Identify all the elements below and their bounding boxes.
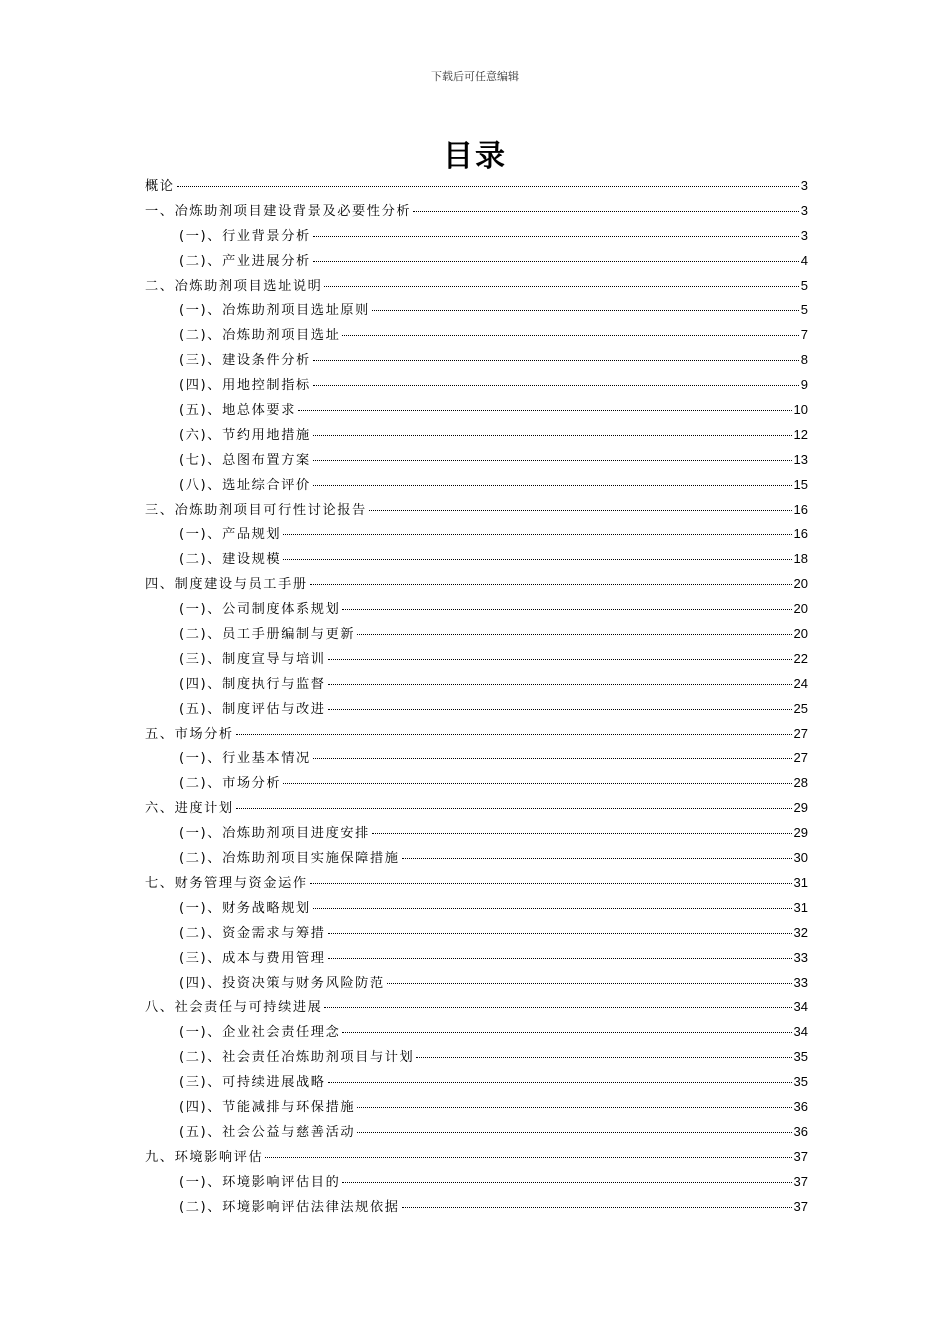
- table-of-contents: [145, 174, 808, 1219]
- toc-entry[interactable]: [145, 473, 808, 498]
- dot-leader: [324, 1006, 791, 1008]
- toc-entry-label: (四)、制度执行与监督: [179, 676, 326, 692]
- toc-entry[interactable]: [145, 224, 808, 249]
- toc-page-number: 12: [793, 426, 808, 442]
- toc-entry-label: (一)、企业社会责任理念: [179, 1025, 341, 1041]
- dot-leader: [236, 807, 792, 809]
- toc-entry-label: 八、社会责任与可持续进展: [145, 1000, 323, 1016]
- toc-page-number: 3: [800, 227, 808, 243]
- dot-leader: [283, 558, 791, 560]
- toc-entry-label: 九、环境影响评估: [145, 1149, 264, 1165]
- toc-page-number: 33: [793, 974, 808, 990]
- toc-entry[interactable]: [145, 1045, 808, 1070]
- toc-entry-label: (一)、行业基本情况: [179, 751, 311, 767]
- toc-page-number: 36: [793, 1098, 808, 1114]
- toc-entry-label: (一)、环境影响评估目的: [179, 1174, 341, 1190]
- toc-entry-label: (二)、社会责任冶炼助剂项目与计划: [179, 1050, 415, 1066]
- toc-entry[interactable]: [145, 423, 808, 448]
- dot-leader: [342, 608, 791, 610]
- toc-entry-label: (六)、节约用地措施: [179, 427, 311, 443]
- toc-entry[interactable]: [145, 1120, 808, 1145]
- dot-leader: [298, 409, 792, 411]
- toc-page-number: 13: [793, 451, 808, 467]
- toc-entry[interactable]: [145, 672, 808, 697]
- toc-page-number: 22: [793, 650, 808, 666]
- toc-entry[interactable]: [145, 722, 808, 747]
- dot-leader: [283, 782, 791, 784]
- toc-entry[interactable]: [145, 522, 808, 547]
- toc-page-number: 32: [793, 924, 808, 940]
- toc-entry[interactable]: [145, 1145, 808, 1170]
- dot-leader: [369, 509, 792, 511]
- dot-leader: [342, 1031, 791, 1033]
- toc-entry-label: (五)、地总体要求: [179, 403, 297, 419]
- toc-entry-label: 六、进度计划: [145, 801, 234, 817]
- dot-leader: [313, 384, 799, 386]
- toc-page-number: 31: [793, 874, 808, 890]
- toc-page-number: 29: [793, 825, 808, 841]
- toc-entry[interactable]: [145, 746, 808, 771]
- toc-entry[interactable]: [145, 348, 808, 373]
- toc-entry-label: (四)、投资决策与财务风险防范: [179, 975, 385, 991]
- toc-entry-label: (二)、环境影响评估法律法规依据: [179, 1199, 400, 1215]
- dot-leader: [416, 1056, 791, 1058]
- toc-page-number: 3: [800, 202, 808, 218]
- toc-entry[interactable]: [145, 1195, 808, 1220]
- dot-leader: [413, 210, 799, 212]
- toc-page-number: 31: [793, 899, 808, 915]
- toc-entry-label: (二)、产业进展分析: [179, 253, 311, 269]
- toc-entry[interactable]: [145, 995, 808, 1020]
- toc-page-number: 4: [800, 252, 808, 268]
- dot-leader: [177, 185, 799, 187]
- toc-page-number: 20: [793, 601, 808, 617]
- dot-leader: [402, 1206, 792, 1208]
- toc-entry[interactable]: [145, 971, 808, 996]
- toc-entry[interactable]: [145, 498, 808, 523]
- toc-entry-label: (二)、冶炼助剂项目实施保障措施: [179, 851, 400, 867]
- toc-entry[interactable]: [145, 398, 808, 423]
- toc-entry-label: (二)、冶炼助剂项目选址: [179, 328, 341, 344]
- toc-entry[interactable]: [145, 1095, 808, 1120]
- toc-page-number: 5: [800, 302, 808, 318]
- toc-entry[interactable]: [145, 921, 808, 946]
- toc-entry[interactable]: [145, 1170, 808, 1195]
- toc-page-number: 27: [793, 750, 808, 766]
- toc-page-number: 7: [800, 327, 808, 343]
- toc-page-number: 18: [793, 551, 808, 567]
- toc-page-number: 16: [793, 501, 808, 517]
- dot-leader: [313, 757, 792, 759]
- toc-entry-label: (二)、员工手册编制与更新: [179, 627, 356, 643]
- dot-leader: [313, 484, 792, 486]
- toc-page-number: 27: [793, 725, 808, 741]
- toc-entry[interactable]: [145, 274, 808, 299]
- dot-leader: [328, 932, 792, 934]
- dot-leader: [313, 359, 799, 361]
- toc-entry-label: (八)、选址综合评价: [179, 477, 311, 493]
- toc-entry[interactable]: [145, 572, 808, 597]
- toc-page-number: 37: [793, 1173, 808, 1189]
- dot-leader: [310, 882, 792, 884]
- toc-page-number: 25: [793, 700, 808, 716]
- dot-leader: [372, 832, 792, 834]
- dot-leader: [313, 907, 792, 909]
- toc-entry-label: 二、冶炼助剂项目选址说明: [145, 278, 323, 294]
- toc-entry[interactable]: [145, 846, 808, 871]
- toc-page-number: 36: [793, 1123, 808, 1139]
- dot-leader: [328, 658, 792, 660]
- toc-entry-label: (三)、成本与费用管理: [179, 950, 326, 966]
- dot-leader: [313, 235, 799, 237]
- dot-leader: [313, 459, 792, 461]
- dot-leader: [357, 633, 791, 635]
- toc-entry[interactable]: [145, 871, 808, 896]
- toc-entry-label: 五、市场分析: [145, 726, 234, 742]
- dot-leader: [283, 533, 791, 535]
- toc-page-number: 5: [800, 277, 808, 293]
- toc-page-number: 30: [793, 850, 808, 866]
- toc-entry[interactable]: [145, 1070, 808, 1095]
- toc-page-number: 29: [793, 800, 808, 816]
- toc-entry-label: (五)、制度评估与改进: [179, 701, 326, 717]
- toc-entry[interactable]: [145, 771, 808, 796]
- dot-leader: [328, 683, 792, 685]
- toc-entry-label: 四、制度建设与员工手册: [145, 577, 308, 593]
- toc-page-number: 3: [800, 178, 808, 193]
- toc-entry[interactable]: [145, 323, 808, 348]
- dot-leader: [357, 1106, 791, 1108]
- toc-page-number: 34: [793, 999, 808, 1015]
- toc-entry[interactable]: [145, 448, 808, 473]
- toc-entry-label: (一)、财务战略规划: [179, 900, 311, 916]
- toc-page-number: 33: [793, 949, 808, 965]
- toc-entry-label: (四)、用地控制指标: [179, 378, 311, 394]
- toc-entry-label: (一)、冶炼助剂项目选址原则: [179, 303, 370, 319]
- dot-leader: [342, 334, 798, 336]
- toc-page-number: 35: [793, 1049, 808, 1065]
- toc-entry[interactable]: [145, 622, 808, 647]
- toc-page-number: 37: [793, 1148, 808, 1164]
- toc-page-number: 24: [793, 675, 808, 691]
- dot-leader: [310, 583, 792, 585]
- toc-page-number: 20: [793, 576, 808, 592]
- toc-entry[interactable]: [145, 896, 808, 921]
- dot-leader: [402, 857, 792, 859]
- toc-entry-label: 一、冶炼助剂项目建设背景及必要性分析: [145, 203, 412, 219]
- toc-entry-label: (四)、节能减排与环保措施: [179, 1099, 356, 1115]
- toc-page-number: 34: [793, 1024, 808, 1040]
- toc-entry[interactable]: [145, 1020, 808, 1045]
- toc-entry-label: (二)、资金需求与筹措: [179, 925, 326, 941]
- toc-entry-label: 三、冶炼助剂项目可行性讨论报告: [145, 502, 367, 518]
- toc-entry-label: (一)、公司制度体系规划: [179, 602, 341, 618]
- toc-page-number: 20: [793, 626, 808, 642]
- toc-page-number: 16: [793, 526, 808, 542]
- dot-leader: [313, 260, 799, 262]
- toc-entry[interactable]: [145, 547, 808, 572]
- toc-entry-label: (一)、冶炼助剂项目进度安排: [179, 826, 370, 842]
- dot-leader: [328, 1081, 792, 1083]
- toc-entry-label: (一)、产品规划: [179, 527, 282, 543]
- toc-entry-label: (五)、社会公益与慈善活动: [179, 1124, 356, 1140]
- header-note: 下载后可任意编辑: [431, 70, 519, 83]
- toc-entry-label: (三)、可持续进展战略: [179, 1075, 326, 1091]
- dot-leader: [313, 434, 792, 436]
- page-title: 目录: [443, 139, 507, 174]
- dot-leader: [236, 733, 792, 735]
- toc-entry-label: (七)、总图布置方案: [179, 452, 311, 468]
- dot-leader: [357, 1131, 791, 1133]
- toc-entry-label: 概论: [145, 179, 175, 194]
- toc-page-number: 8: [800, 352, 808, 368]
- dot-leader: [387, 982, 792, 984]
- toc-page-number: 28: [793, 775, 808, 791]
- dot-leader: [324, 285, 798, 287]
- toc-entry-label: (一)、行业背景分析: [179, 228, 311, 244]
- toc-entry[interactable]: [145, 647, 808, 672]
- toc-entry[interactable]: [145, 298, 808, 323]
- toc-entry[interactable]: [145, 597, 808, 622]
- toc-entry-label: (三)、制度宣导与培训: [179, 651, 326, 667]
- toc-page-number: 9: [800, 377, 808, 393]
- toc-page-number: 15: [793, 476, 808, 492]
- dot-leader: [328, 708, 792, 710]
- toc-entry[interactable]: [145, 821, 808, 846]
- toc-entry-label: 七、财务管理与资金运作: [145, 875, 308, 891]
- toc-entry[interactable]: [145, 249, 808, 274]
- toc-page-number: 10: [793, 402, 808, 418]
- toc-entry-label: (二)、市场分析: [179, 776, 282, 792]
- toc-entry-label: (二)、建设规模: [179, 552, 282, 568]
- toc-entry[interactable]: [145, 796, 808, 821]
- toc-page-number: 35: [793, 1074, 808, 1090]
- toc-entry[interactable]: [145, 174, 808, 199]
- dot-leader: [265, 1156, 791, 1158]
- toc-page-number: 37: [793, 1198, 808, 1214]
- toc-entry-label: (三)、建设条件分析: [179, 353, 311, 369]
- toc-entry[interactable]: [145, 946, 808, 971]
- toc-entry[interactable]: [145, 373, 808, 398]
- dot-leader: [342, 1181, 791, 1183]
- toc-entry[interactable]: [145, 697, 808, 722]
- dot-leader: [372, 309, 799, 311]
- dot-leader: [328, 957, 792, 959]
- toc-entry[interactable]: [145, 199, 808, 224]
